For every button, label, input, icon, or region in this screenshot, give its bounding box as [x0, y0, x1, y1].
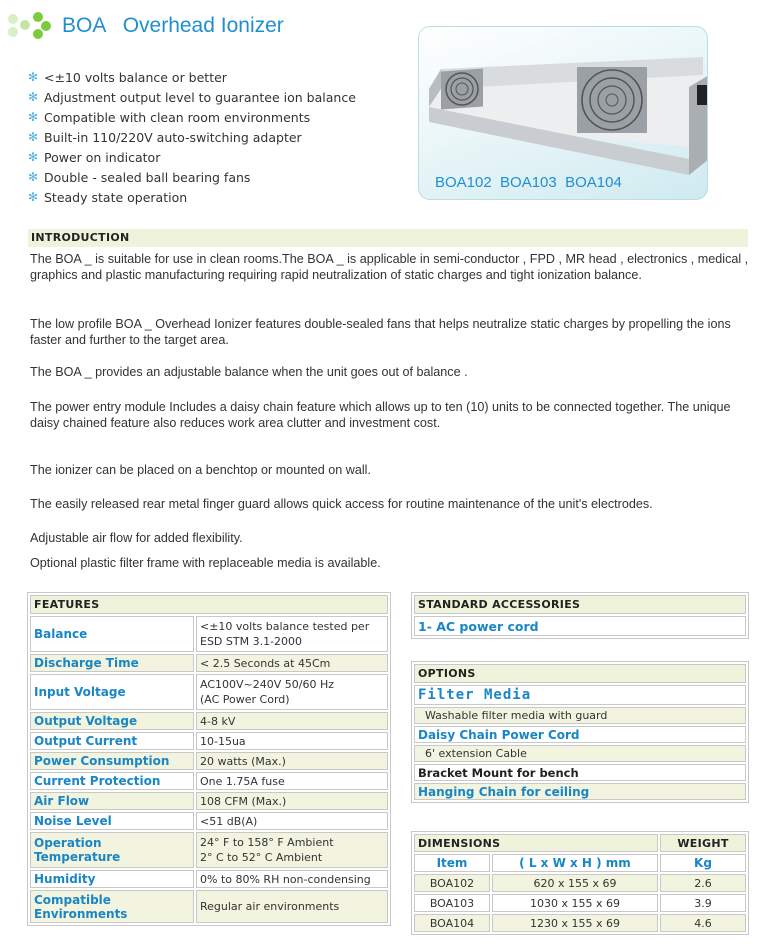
feature-value: One 1.75A fuse: [196, 772, 388, 790]
fan-icon: [577, 67, 647, 133]
feature-value-line: (AC Power Cord): [200, 693, 290, 706]
feature-value: [196, 616, 388, 652]
list-item: [28, 127, 356, 147]
column-header: ( L x W x H ) mm: [492, 854, 658, 872]
snowflake-bullet-icon: ✻: [28, 150, 39, 164]
intro-paragraph: The power entry module Includes a daisy chain feature which allows up to ten (10) units to be connected together. The unique daisy chained feature also reduces work area clutter and investment cost.: [30, 400, 731, 430]
accessories-heading: STANDARD ACCESSORIES: [414, 595, 746, 614]
table-row: [30, 812, 388, 830]
intro-paragraph: The easily released rear metal finger guard allows quick access for routine maintenance of the unit's electrodes.: [30, 497, 653, 511]
table-cell: 620 x 155 x 69: [492, 874, 658, 892]
feature-value-line: ESD STM 3.1-2000: [200, 635, 303, 648]
features-table: [27, 592, 391, 926]
feature-value-line: 24° F to 158° F Ambient: [200, 836, 334, 849]
table-row: [414, 783, 746, 800]
feature-label: Compatible Environments: [30, 890, 194, 923]
feature-value: <51 dB(A): [196, 812, 388, 830]
table-row: [414, 616, 746, 636]
list-item: [28, 87, 356, 107]
feature-value: 4-8 kV: [196, 712, 388, 730]
table-row: [30, 732, 388, 750]
table-row: [30, 712, 388, 730]
feature-label: Discharge Time: [30, 654, 194, 672]
intro-paragraph: The BOA _ is suitable for use in clean rooms.The BOA _ is applicable in semi-conductor , FPD , MR head , electronics , medical , graphics and plastic manufacturing requiring rapid neutralization of static charges and tight ionization balance.: [30, 252, 749, 282]
feature-value: Regular air environments: [196, 890, 388, 923]
table-header-row: [414, 854, 746, 872]
bullet-text: Adjustment output level to guarantee ion balance: [44, 89, 356, 105]
feature-value: 10-15ua: [196, 732, 388, 750]
table-row: [30, 752, 388, 770]
table-row: [30, 674, 388, 710]
table-cell: BOA102: [414, 874, 490, 892]
page-title: BOA Overhead Ionizer: [62, 14, 284, 37]
feature-value: < 2.5 Seconds at 45Cm: [196, 654, 388, 672]
table-row: [414, 745, 746, 762]
intro-paragraph: Optional plastic filter frame with replaceable media is available.: [30, 556, 381, 570]
snowflake-bullet-icon: ✻: [28, 170, 39, 184]
table-cell: 2.6: [660, 874, 746, 892]
options-heading: OPTIONS: [414, 664, 746, 683]
feature-value-line: 2° C to 52° C Ambient: [200, 851, 323, 864]
table-cell: 1230 x 155 x 69: [492, 914, 658, 932]
table-cell: BOA103: [414, 894, 490, 912]
table-row: [414, 764, 746, 781]
snowflake-bullet-icon: ✻: [28, 130, 39, 144]
option-filter-media: Filter Media: [414, 685, 746, 705]
option-description: Washable filter media with guard: [414, 707, 746, 724]
feature-label: Input Voltage: [30, 674, 194, 710]
table-row: [30, 832, 388, 868]
logo-dot: [41, 21, 51, 31]
table-row: [30, 870, 388, 888]
bullet-text: Steady state operation: [44, 189, 188, 205]
table-row: [414, 914, 746, 932]
feature-label: Output Current: [30, 732, 194, 750]
table-row: [30, 654, 388, 672]
list-item: [28, 187, 356, 207]
feature-label: Power Consumption: [30, 752, 194, 770]
logo-dot: [33, 29, 43, 39]
logo-dot: [20, 20, 30, 30]
option-description: 6' extension Cable: [414, 745, 746, 762]
table-row: [414, 685, 746, 705]
list-item: [28, 147, 356, 167]
feature-label: Noise Level: [30, 812, 194, 830]
fan-icon: [441, 69, 483, 110]
list-item: [28, 67, 356, 87]
table-row: [414, 894, 746, 912]
feature-label: Output Voltage: [30, 712, 194, 730]
bullet-text: Power on indicator: [44, 149, 161, 165]
table-cell: 1030 x 155 x 69: [492, 894, 658, 912]
table-cell: BOA104: [414, 914, 490, 932]
option-bracket-mount: Bracket Mount for bench: [414, 764, 746, 781]
table-row: [30, 890, 388, 923]
logo-dot: [8, 27, 18, 37]
logo: [6, 10, 52, 40]
accessory-item: 1- AC power cord: [414, 616, 746, 636]
option-daisy-chain: Daisy Chain Power Cord: [414, 726, 746, 743]
bullet-text: Compatible with clean room environments: [44, 109, 311, 125]
snowflake-bullet-icon: ✻: [28, 70, 39, 84]
accessories-table: [411, 592, 749, 639]
table-row: [414, 707, 746, 724]
product-image: [418, 26, 708, 200]
feature-label: Balance: [30, 616, 194, 652]
dimensions-heading: DIMENSIONS: [414, 834, 658, 852]
column-header: Item: [414, 854, 490, 872]
table-row: [30, 616, 388, 652]
logo-dot: [8, 14, 18, 24]
intro-paragraph: Adjustable air flow for added flexibility.: [30, 531, 243, 545]
feature-value-line: AC100V~240V 50/60 Hz: [200, 678, 335, 691]
dimensions-table: [411, 831, 749, 935]
weight-heading: WEIGHT: [660, 834, 746, 852]
feature-label: Current Protection: [30, 772, 194, 790]
feature-bullet-list: [28, 67, 356, 207]
table-row: [30, 792, 388, 810]
intro-paragraph: The ionizer can be placed on a benchtop or mounted on wall.: [30, 463, 371, 477]
intro-paragraph: The BOA _ provides an adjustable balance when the unit goes out of balance .: [30, 365, 468, 379]
column-header: Kg: [660, 854, 746, 872]
snowflake-bullet-icon: ✻: [28, 110, 39, 124]
table-row: [414, 726, 746, 743]
logo-dot: [33, 12, 43, 22]
bullet-text: Built-in 110/220V auto-switching adapter: [44, 129, 302, 145]
feature-label: Air Flow: [30, 792, 194, 810]
feature-value: [196, 832, 388, 868]
table-cell: 3.9: [660, 894, 746, 912]
introduction-heading: INTRODUCTION: [28, 229, 748, 247]
table-cell: 4.6: [660, 914, 746, 932]
feature-value-line: <±10 volts balance tested per: [200, 620, 370, 633]
feature-value: 20 watts (Max.): [196, 752, 388, 770]
bullet-text: Double - sealed ball bearing fans: [44, 169, 251, 185]
snowflake-bullet-icon: ✻: [28, 90, 39, 104]
bullet-text: <±10 volts balance or better: [44, 69, 227, 85]
list-item: [28, 167, 356, 187]
intro-paragraph: The low profile BOA _ Overhead Ionizer features double-sealed fans that helps neutralize static charges by propelling the ions faster and further to the target area.: [30, 317, 731, 347]
product-models-caption: BOA102 BOA103 BOA104: [435, 174, 622, 191]
table-row: [30, 772, 388, 790]
table-row: [414, 874, 746, 892]
list-item: [28, 107, 356, 127]
option-hanging-chain: Hanging Chain for ceiling: [414, 783, 746, 800]
feature-value: [196, 674, 388, 710]
features-heading: FEATURES: [30, 595, 388, 614]
feature-value: 0% to 80% RH non-condensing: [196, 870, 388, 888]
feature-label: Humidity: [30, 870, 194, 888]
feature-label: Operation Temperature: [30, 832, 194, 868]
options-table: [411, 661, 749, 803]
snowflake-bullet-icon: ✻: [28, 190, 39, 204]
feature-value: 108 CFM (Max.): [196, 792, 388, 810]
